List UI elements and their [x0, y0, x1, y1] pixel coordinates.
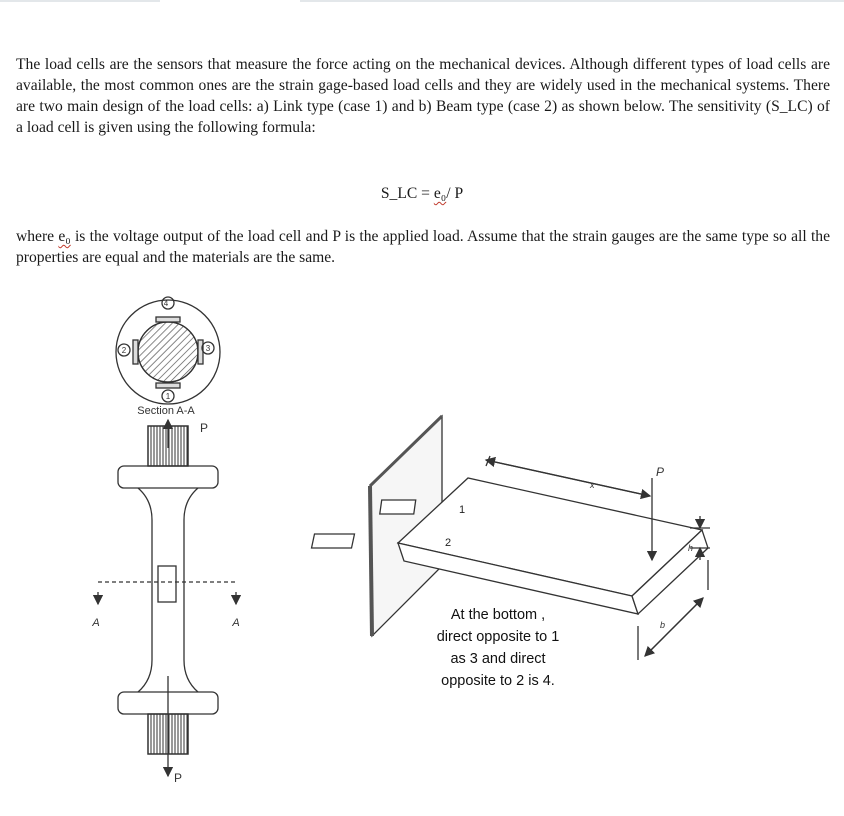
- where-paragraph: [16, 226, 830, 268]
- bottom-gauge-note: [408, 604, 588, 692]
- gauge-2-label: 2: [444, 537, 452, 549]
- strain-gauge-2: [312, 534, 355, 548]
- dimension-h-label: h: [688, 543, 694, 553]
- link-type-load-cell: [91, 297, 239, 785]
- formula-lhs: S_LC =: [380, 185, 434, 202]
- dimension-b-label: b: [660, 620, 666, 630]
- gauge-1-label: 1: [458, 504, 466, 516]
- section-a-a-view: [116, 297, 220, 404]
- strain-gauge-1: [380, 500, 416, 514]
- beam-load-label: P: [656, 465, 665, 479]
- link-load-top-label: P: [200, 421, 209, 435]
- load-cell-figure: [0, 290, 844, 816]
- formula-rhs: / P: [446, 185, 464, 202]
- sensitivity-formula: [0, 185, 844, 203]
- cut-label-left: A: [92, 617, 100, 629]
- gauge-label-3: 3: [205, 344, 211, 353]
- where-symbol: e₀: [58, 228, 71, 245]
- intro-paragraph: The load cells are the sensors that measure the force acting on the mechanical devices. Although different types of load cells are available, the most common ones are the strain gage-based load cells and they are widely used in the mechanical systems. There are two main design of the load cells: a) Link type (case 1) and b) Beam type (case 2) as shown below. The sensitivity (S_LC) of a load cell is given using the following formula:: [16, 56, 830, 136]
- cut-label-right: A: [232, 617, 240, 629]
- note-line-3: as 3 and direct: [450, 651, 546, 667]
- link-load-bottom-label: P: [174, 771, 183, 785]
- where-post: is the voltage output of the load cell and P is the applied load. Assume that the strain gauges are the same type so all the properties are equal and the materials are the same.: [16, 228, 830, 266]
- formula-numerator: e₀: [433, 185, 447, 202]
- where-pre: where: [16, 228, 59, 245]
- note-line-2: direct opposite to 1: [436, 629, 560, 645]
- top-rule-right: [300, 0, 844, 2]
- note-line-4: opposite to 2 is 4.: [441, 673, 555, 689]
- gauge-label-1: 1: [165, 392, 171, 401]
- gauge-label-4: 4: [163, 299, 169, 308]
- note-line-1: At the bottom ,: [450, 607, 546, 623]
- section-label: Section A-A: [137, 405, 195, 417]
- dimension-x-label: x: [590, 480, 595, 490]
- gauge-label-2: 2: [121, 346, 127, 355]
- top-rule-left: [0, 0, 160, 2]
